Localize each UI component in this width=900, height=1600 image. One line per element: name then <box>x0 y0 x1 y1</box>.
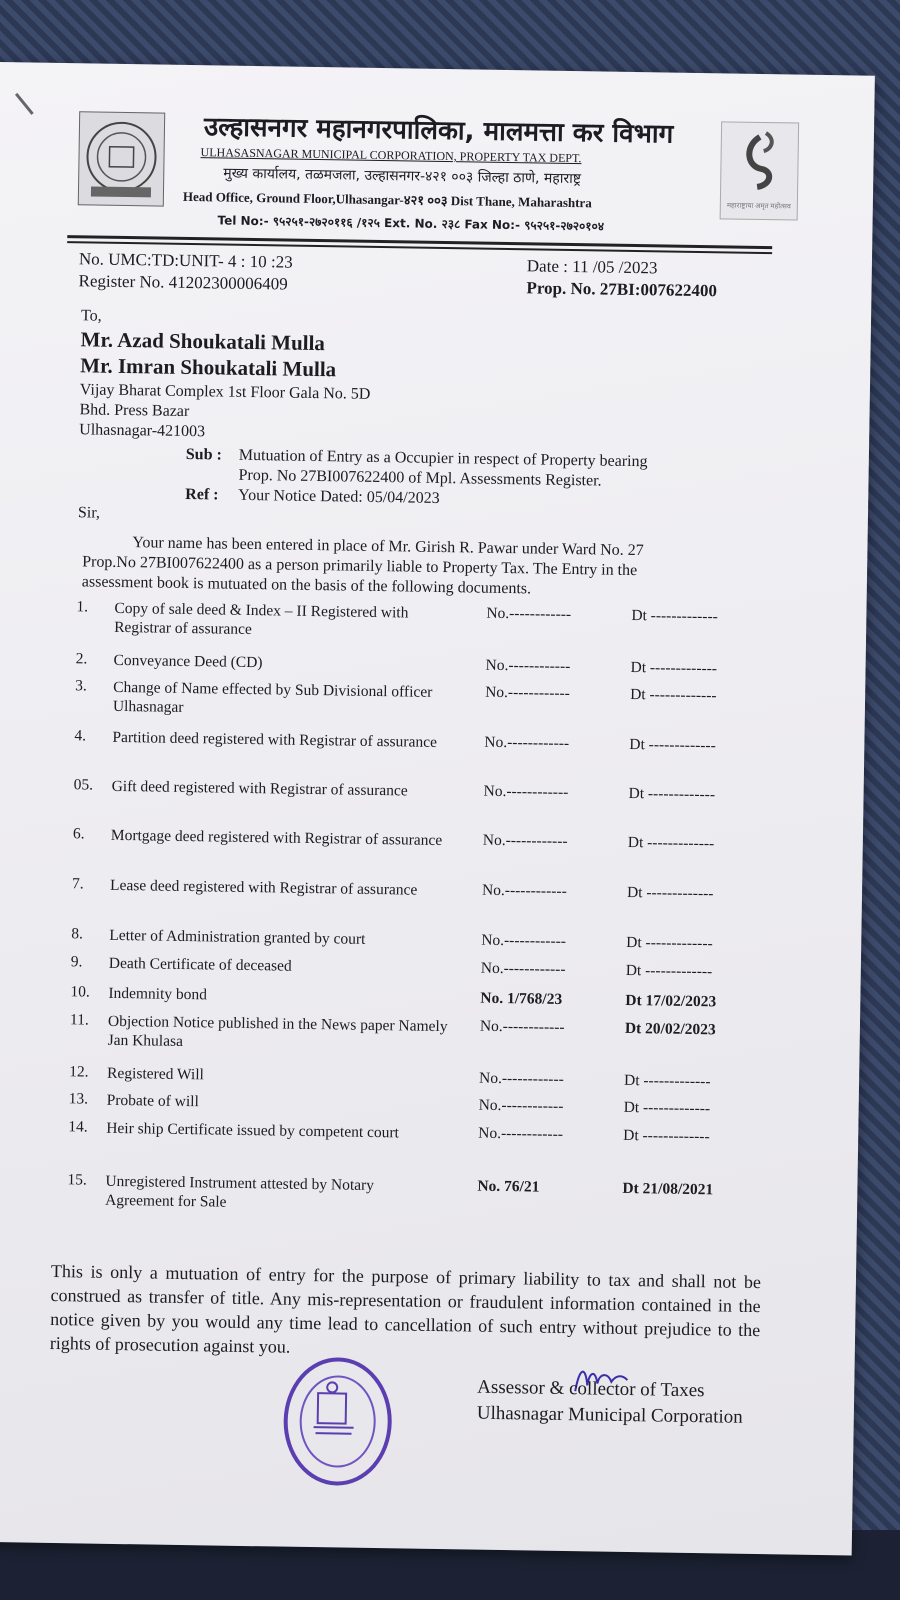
document-date: Dt 17/02/2023 <box>625 991 717 1011</box>
letterhead-address-devanagari: मुख्य कार्यालय, तळमजला, उल्हासनगर-४२१ ००३ जिल्हा ठाणे, महाराष्ट्र <box>223 165 582 188</box>
document-number: 7. <box>71 875 84 893</box>
document-number: 14. <box>68 1118 88 1136</box>
document-date: Dt ------------- <box>623 1126 710 1146</box>
document-no: No.------------ <box>478 1096 564 1115</box>
document-number: 10. <box>70 983 90 1001</box>
address-line-1: Vijay Bharat Complex 1st Floor Gala No. 5D <box>79 381 371 403</box>
document-date: Dt ------------- <box>631 606 718 626</box>
document-number: 3. <box>75 677 87 695</box>
property-number: Prop. No. 27BI:007622400 <box>526 278 718 301</box>
document-date: Dt 20/02/2023 <box>624 1019 716 1039</box>
reference-text: Your Notice Dated: 05/04/2023 <box>238 486 440 507</box>
document-item <box>72 875 763 930</box>
document-description: Copy of sale deed & Index – II Registered with Registrar of assurance <box>114 599 409 639</box>
document-number: 11. <box>69 1011 89 1029</box>
document-number: 2. <box>75 650 88 668</box>
staple-mark <box>15 93 34 115</box>
document-description: Conveyance Deed (CD) <box>113 651 263 672</box>
document-description: Indemnity bond <box>108 984 208 1004</box>
document-no: No.------------ <box>483 782 569 802</box>
signatory-title: Assessor & collector of Taxes <box>477 1376 705 1402</box>
document-date: Dt ------------- <box>630 685 717 705</box>
document-description: Mortgage deed registered with Registrar of assurance <box>110 826 443 850</box>
document-number: 12. <box>69 1063 89 1081</box>
document-no: No.------------ <box>481 931 567 950</box>
subject-line-2: Prop. No 27BI007622400 of Mpl. Assessments Register. <box>238 466 602 490</box>
document-no: No. 1/768/23 <box>480 989 563 1008</box>
document-item <box>73 776 764 831</box>
document-no: No.------------ <box>484 733 570 753</box>
signatory-organization: Ulhasnagar Municipal Corporation <box>476 1402 743 1428</box>
document-no: No.------------ <box>482 831 568 851</box>
document-date: Dt ------------- <box>623 1071 711 1091</box>
document-no: No.------------ <box>481 881 567 901</box>
letterhead-title-english: ULHASASNAGAR MUNICIPAL CORPORATION, PROPERTY TAX DEPT. <box>200 145 582 166</box>
subject-line-1: Mutuation of Entry as a Occupier in respect of Property bearing <box>238 446 648 471</box>
reference-label: Ref : <box>185 485 219 504</box>
document-number: 05. <box>73 776 94 794</box>
official-seal-icon <box>283 1357 393 1487</box>
document-description: Registered Will <box>106 1064 205 1084</box>
document-no: No.------------ <box>479 1017 565 1036</box>
address-line-3: Ulhasnagar-421003 <box>79 421 206 441</box>
document-no: No.------------ <box>486 604 572 624</box>
document-no: No. 76/21 <box>477 1177 540 1196</box>
document-no: No.------------ <box>478 1069 564 1088</box>
document-date: Dt ------------- <box>625 961 713 981</box>
signatory-block <box>477 1375 744 1431</box>
document-date: Dt ------------- <box>626 933 713 953</box>
letter-date: Date : 11 /05 /2023 <box>526 256 658 278</box>
letterhead-contact: Tel No:- ९५२५१-२७२०११६ /१२५ Ext. No. २३८ Fax No:- ९५२५१-२७२०१०४ <box>217 213 605 234</box>
document-description: Letter of Administration granted by court <box>109 926 366 948</box>
intro-line-1: Your name has been entered in place of Mr. Girish R. Pawar under Ward No. 27 <box>132 534 644 560</box>
logo-tagline: महाराष्ट्राचा अमृत महोत्सव <box>726 201 791 211</box>
document-page <box>0 62 875 1556</box>
document-date: Dt ------------- <box>628 784 716 804</box>
document-number: 15. <box>67 1171 87 1189</box>
document-date: Dt ------------- <box>629 735 716 755</box>
document-description: Unregistered Instrument attested by Notary Agreement for Sale <box>104 1172 375 1211</box>
document-description: Heir ship Certificate issued by competent court <box>106 1119 400 1142</box>
reference-number: No. UMC:TD:UNIT- 4 : 10 :23 <box>78 249 293 272</box>
document-date: Dt ------------- <box>630 658 718 678</box>
document-no: No.------------ <box>480 959 566 978</box>
document-no: No.------------ <box>485 656 571 676</box>
document-item <box>74 727 765 782</box>
document-number: 4. <box>74 727 87 745</box>
address-line-2: Bhd. Press Bazar <box>79 401 190 421</box>
document-description: Lease deed registered with Registrar of assurance <box>109 876 418 899</box>
document-item <box>69 1011 760 1066</box>
document-item <box>67 1171 758 1226</box>
document-date: Dt ------------- <box>627 833 715 853</box>
letterhead-title-devanagari: उल्हासनगर महानगरपालिका, मालमत्ता कर विभाग <box>203 112 674 150</box>
salutation: Sir, <box>77 504 101 522</box>
liability-notice: This is only a mutuation of entry for the purpose of primary liability to tax and shall not be construed as transfer of title. Any mis-representation or fraudulent information contained in the notice given by you would any time lead to cancellation of such entry without prejudice to the rights of prosecution against you. <box>49 1260 762 1357</box>
document-no: No.------------ <box>485 683 571 703</box>
document-number: 6. <box>72 825 85 843</box>
document-description: Probate of will <box>106 1091 199 1111</box>
document-description: Gift deed registered with Registrar of assurance <box>111 777 408 800</box>
corporation-emblem-icon <box>78 111 165 206</box>
to-label: To, <box>80 307 102 325</box>
document-no: No.------------ <box>478 1124 564 1143</box>
document-item <box>72 825 763 880</box>
amrit-mahotsav-logo-icon <box>720 121 800 220</box>
document-date: Dt ------------- <box>623 1098 711 1118</box>
letterhead-address-english: Head Office, Ground Floor,Ulhasangar-४२१ ००३ Dist Thane, Maharashtra <box>182 188 592 211</box>
intro-line-2: Prop.No 27BI007622400 as a person primarily liable to Property Tax. The Entry in the <box>82 553 638 580</box>
subject-label: Sub : <box>185 445 223 464</box>
document-number: 13. <box>68 1090 89 1108</box>
register-number: Register No. 41202300006409 <box>78 271 288 294</box>
document-number: 8. <box>71 925 84 943</box>
document-item <box>68 1118 759 1173</box>
document-date: Dt 21/08/2021 <box>622 1179 714 1199</box>
document-description: Death Certificate of deceased <box>108 954 292 975</box>
addressee-name-1: Mr. Azad Shoukatali Mulla <box>80 327 326 356</box>
document-item <box>76 598 767 653</box>
document-number: 1. <box>76 598 89 616</box>
document-number: 9. <box>70 953 83 971</box>
document-description: Objection Notice published in the News paper Namely Jan Khulasa <box>107 1012 448 1050</box>
document-date: Dt ------------- <box>626 883 714 903</box>
document-description: Partition deed registered with Registrar of assurance <box>112 728 438 751</box>
addressee-name-2: Mr. Imran Shoukatali Mulla <box>80 353 337 382</box>
letterhead <box>77 93 789 254</box>
document-description: Change of Name effected by Sub Divisional officer Ulhasnagar <box>112 678 433 716</box>
intro-line-3: assessment book is mutuated on the basis of the following documents. <box>81 573 532 598</box>
